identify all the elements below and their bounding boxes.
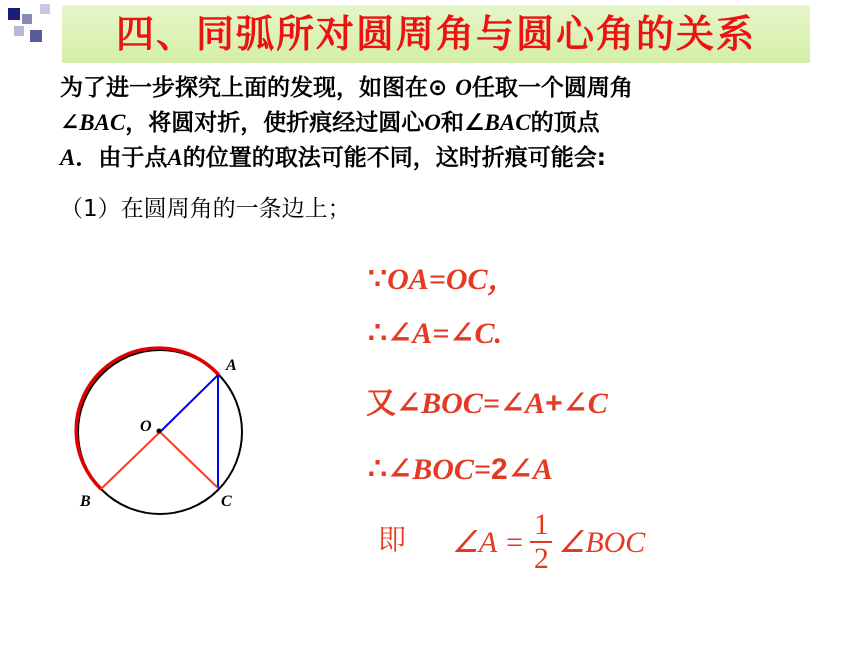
proof-therefore-2 xyxy=(368,452,553,487)
text-italic: ∠BAC xyxy=(60,110,126,135)
logo-square-2 xyxy=(22,14,32,24)
radius-OA xyxy=(160,375,218,432)
text-span: 的位置的取法可能不同，这时折痕可能会: xyxy=(182,145,606,171)
plus-sign: + xyxy=(545,387,563,420)
proof-expr: ∠BOC=∠A xyxy=(396,387,546,420)
proof-therefore-1 xyxy=(368,316,502,351)
proof-because xyxy=(368,254,518,298)
text-italic: A xyxy=(60,145,76,170)
para-line-1 xyxy=(60,70,633,106)
case-1-label: （1）在圆周角的一条边上； xyxy=(60,196,351,222)
proof-also xyxy=(366,378,608,422)
also-char: 又 xyxy=(366,387,396,420)
radius-OC xyxy=(160,432,218,488)
page-title: 四、同弧所对圆周角与圆心角的关系 xyxy=(115,12,756,56)
center-point xyxy=(157,429,162,434)
label-A: A xyxy=(226,357,237,374)
para-line-3 xyxy=(60,140,606,176)
logo-square-4 xyxy=(30,30,42,42)
logo-square-5 xyxy=(40,4,50,14)
circle-figure xyxy=(60,330,280,530)
label-O: O xyxy=(140,418,152,435)
proof-expr: ∠A xyxy=(507,453,553,486)
text-span: ，将圆对折，使折痕经过圆心 xyxy=(125,110,425,136)
formula-left: ∠A = xyxy=(452,525,525,559)
fraction-numerator: 1 xyxy=(533,508,549,541)
therefore-symbol: ∴ xyxy=(368,453,388,486)
fraction-denominator: 2 xyxy=(533,542,549,575)
proof-expr: ∠A=∠C. xyxy=(387,317,502,350)
label-B: B xyxy=(80,493,91,510)
text-span: 任取一个圆周角 xyxy=(471,75,633,101)
formula xyxy=(452,509,645,575)
text-span: 的顶点 xyxy=(530,110,600,136)
proof-expr: ∠BOC= xyxy=(387,453,492,486)
text-span: 和∠ xyxy=(440,110,485,136)
text-span: ．由于点 xyxy=(75,145,168,171)
text-span: 为了进一步探究上面的发现，如图在⊙ xyxy=(60,75,456,101)
logo-square-3 xyxy=(14,26,24,36)
proof-expr: ∠C xyxy=(562,387,608,420)
text-italic: A xyxy=(167,145,183,170)
logo-square-1 xyxy=(8,8,20,20)
therefore-symbol: ∴ xyxy=(368,317,388,350)
proof-expr: OA=OC， xyxy=(387,263,518,296)
ji-char: 即 xyxy=(378,525,407,556)
number-two: 2 xyxy=(491,453,508,486)
formula-right: ∠BOC xyxy=(558,525,646,559)
because-symbol: ∵ xyxy=(368,263,388,296)
text-italic: O xyxy=(455,75,472,100)
radius-OB xyxy=(101,432,160,489)
text-italic: O xyxy=(424,110,441,135)
para-line-2 xyxy=(60,105,600,141)
text-italic: BAC xyxy=(484,110,531,135)
fraction xyxy=(530,509,552,575)
label-C: C xyxy=(221,493,232,510)
